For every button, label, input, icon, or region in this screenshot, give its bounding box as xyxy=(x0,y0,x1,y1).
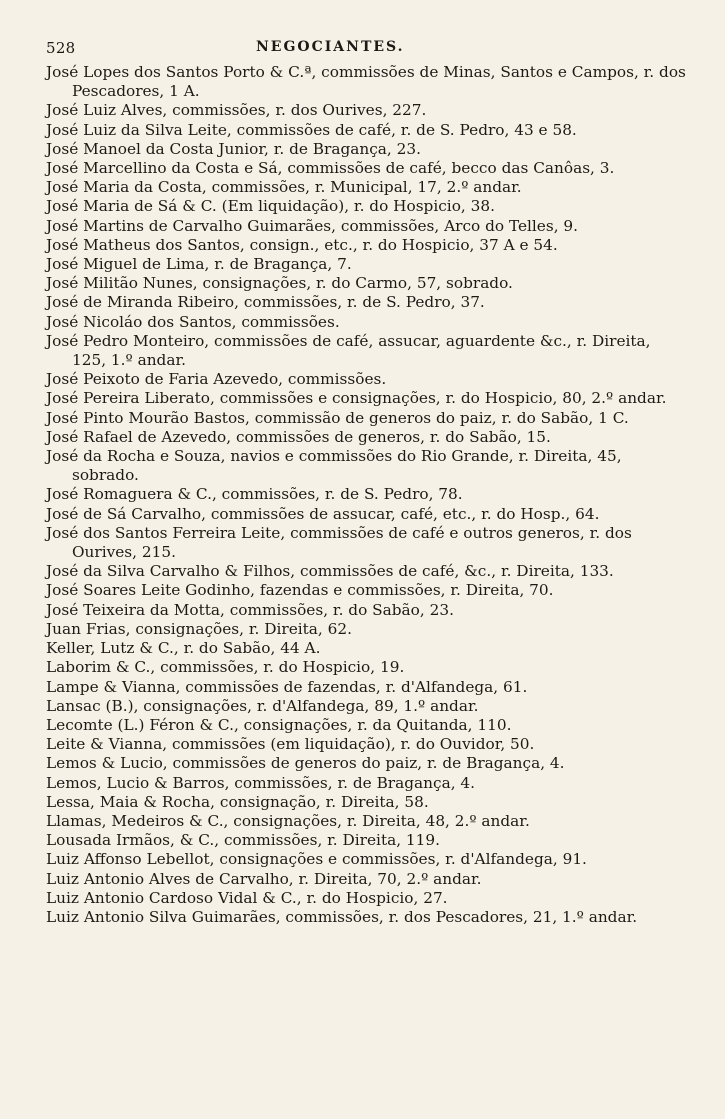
merchant-entry: Luiz Affonso Lebellot, consignações e commissões, r. d'Alfandega, 91. xyxy=(46,850,587,869)
merchant-entry: José Luiz Alves, commissões, r. dos Ourives, 227. xyxy=(46,101,427,120)
page-header xyxy=(46,35,683,61)
merchant-entry: Laborim & C., commissões, r. do Hospicio, 19. xyxy=(46,658,405,677)
merchant-entry: Juan Frias, consignações, r. Direita, 62. xyxy=(46,619,352,638)
merchant-entry: José Miguel de Lima, r. de Bragança, 7. xyxy=(46,255,352,274)
merchant-entry: José Lopes dos Santos Porto & C.ª, commissões de Minas, Santos e Campos, r. dos Pescadores, 1 A. xyxy=(46,63,686,101)
merchant-entry: José Nicoláo dos Santos, commissões. xyxy=(46,312,340,331)
merchant-entry: Lemos & Lucio, commissões de generos do paiz, r. de Bragança, 4. xyxy=(46,754,565,773)
merchant-list xyxy=(46,63,686,927)
merchant-entry: José Peixoto de Faria Azevedo, commissões. xyxy=(46,370,387,389)
merchant-entry: Lecomte (L.) Féron & C., consignações, r. da Quitanda, 110. xyxy=(46,715,512,734)
merchant-entry: José Maria da Costa, commissões, r. Municipal, 17, 2.º andar. xyxy=(46,178,522,197)
running-title: NEGOCIANTES. xyxy=(256,39,405,55)
merchant-entry: José Teixeira da Motta, commissões, r. do Sabão, 23. xyxy=(46,600,454,619)
merchant-entry: Luiz Antonio Silva Guimarães, commissões, r. dos Pescadores, 21, 1.º andar. xyxy=(46,907,638,926)
merchant-entry: José de Miranda Ribeiro, commissões, r. de S. Pedro, 37. xyxy=(46,293,485,312)
merchant-entry: José Pedro Monteiro, commissões de café, assucar, aguardente &c., r. Direita, 125, 1.º andar. xyxy=(46,331,651,370)
merchant-entry: José Soares Leite Godinho, fazendas e commissões, r. Direita, 70. xyxy=(46,581,554,600)
merchant-entry: José da Rocha e Souza, navios e commissões do Rio Grande, r. Direita, 45, sobrado. xyxy=(46,447,622,485)
merchant-entry: Luiz Antonio Cardoso Vidal & C., r. do Hospicio, 27. xyxy=(46,888,448,907)
merchant-entry: José Manoel da Costa Junior, r. de Bragança, 23. xyxy=(46,139,421,158)
merchant-entry: José Martins de Carvalho Guimarães, commissões, Arco do Telles, 9. xyxy=(46,216,579,235)
merchant-entry: José Rafael de Azevedo, commissões de generos, r. do Sabão, 15. xyxy=(46,427,551,446)
merchant-entry: Leite & Vianna, commissões (em liquidação), r. do Ouvidor, 50. xyxy=(46,735,535,754)
merchant-entry: Lousada Irmãos, & C., commissões, r. Direita, 119. xyxy=(46,831,440,850)
merchant-entry: Lessa, Maia & Rocha, consignação, r. Direita, 58. xyxy=(46,792,429,811)
merchant-entry: Keller, Lutz & C., r. do Sabão, 44 A. xyxy=(46,639,321,658)
merchant-entry: José da Silva Carvalho & Filhos, commissões de café, &c., r. Direita, 133. xyxy=(46,562,614,581)
merchant-entry: Lansac (B.), consignações, r. d'Alfandega, 89, 1.º andar. xyxy=(46,696,479,715)
merchant-entry: José Militão Nunes, consignações, r. do Carmo, 57, sobrado. xyxy=(46,274,513,293)
merchant-entry: José Luiz da Silva Leite, commissões de café, r. de S. Pedro, 43 e 58. xyxy=(46,120,577,139)
merchant-entry: Luiz Antonio Alves de Carvalho, r. Direita, 70, 2.º andar. xyxy=(46,869,482,888)
merchant-entry: José Maria de Sá & C. (Em liquidação), r. do Hospicio, 38. xyxy=(46,197,495,216)
merchant-entry: José Pereira Liberato, commissões e consignações, r. do Hospicio, 80, 2.º andar. xyxy=(46,389,667,408)
merchant-entry: José Romaguera & C., commissões, r. de S. Pedro, 78. xyxy=(46,485,463,504)
merchant-entry: José de Sá Carvalho, commissões de assucar, café, etc., r. do Hosp., 64. xyxy=(46,504,600,523)
merchant-entry: José Marcellino da Costa e Sá, commissões de café, becco das Canôas, 3. xyxy=(46,159,615,178)
page-number: 528 xyxy=(46,39,76,57)
merchant-entry: José Matheus dos Santos, consign., etc., r. do Hospicio, 37 A e 54. xyxy=(46,235,558,254)
merchant-entry: José dos Santos Ferreira Leite, commissões de café e outros generos, r. dos Ourives, 215. xyxy=(46,523,632,562)
merchant-entry: Lampe & Vianna, commissões de fazendas, r. d'Alfandega, 61. xyxy=(46,677,528,696)
merchant-entry: José Pinto Mourão Bastos, commissão de generos do paiz, r. do Sabão, 1 C. xyxy=(46,408,629,427)
merchant-entry: Lemos, Lucio & Barros, commissões, r. de Bragança, 4. xyxy=(46,773,476,792)
merchant-entry: Llamas, Medeiros & C., consignações, r. Direita, 48, 2.º andar. xyxy=(46,811,530,830)
